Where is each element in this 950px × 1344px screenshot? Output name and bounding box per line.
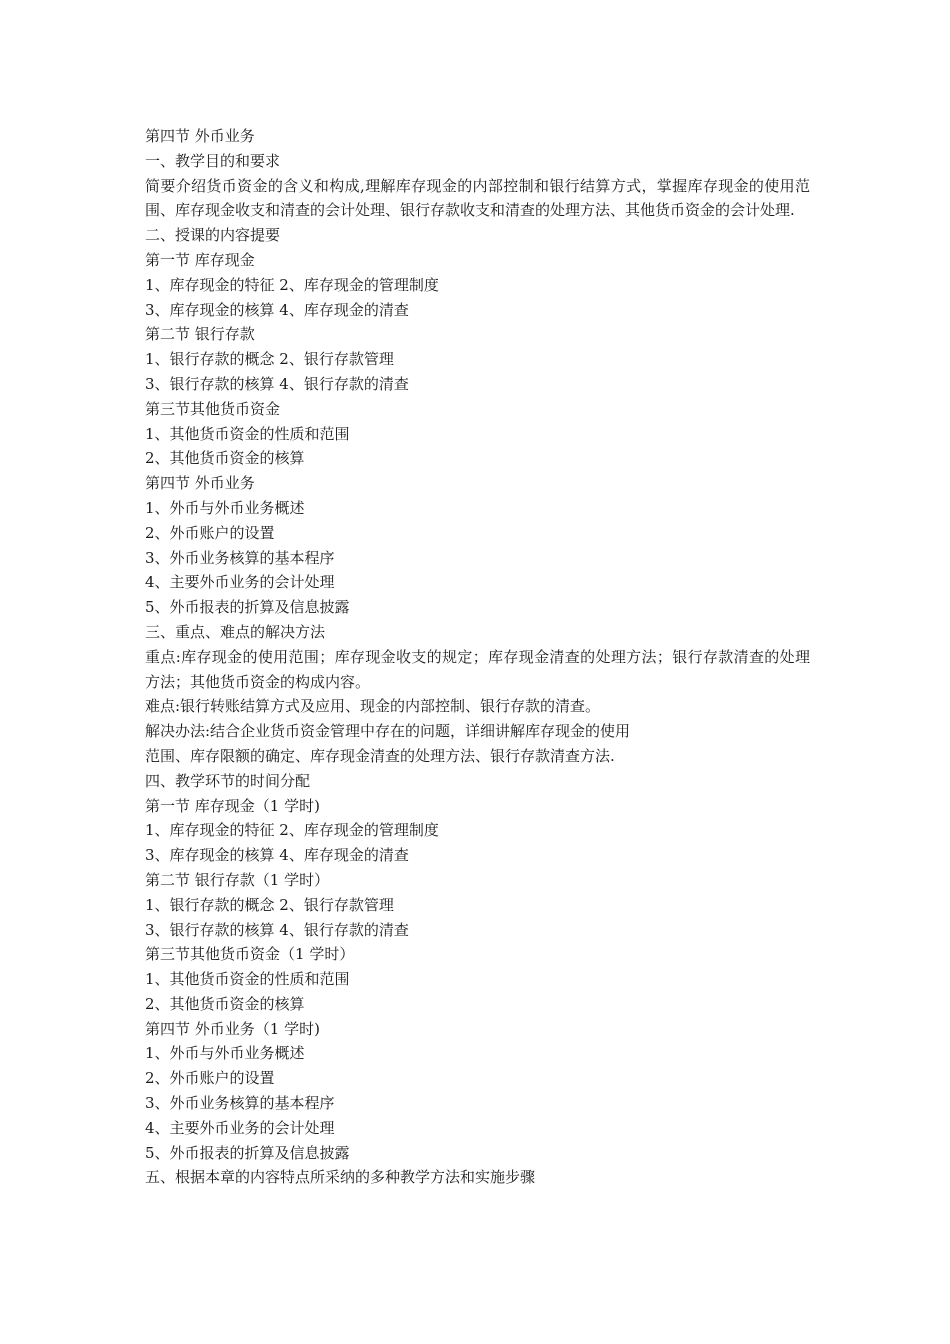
text-line: 2、外币账户的设置 [145, 1069, 275, 1088]
text-line: 1、银行存款的概念 2、银行存款管理 [145, 350, 394, 369]
text-line: 四、教学环节的时间分配 [145, 771, 311, 790]
text-line: 第二节 银行存款 [145, 325, 255, 344]
text-line: 3、银行存款的核算 4、银行存款的清查 [145, 374, 409, 393]
text-line: 三、重点、难点的解决方法 [145, 622, 326, 641]
text-line: 1、外币与外币业务概述 [145, 1044, 305, 1063]
text-line: 3、银行存款的核算 4、银行存款的清查 [145, 920, 409, 939]
text-line: 第三节其他货币资金（1 学时） [145, 945, 355, 964]
text-line: 3、库存现金的核算 4、库存现金的清查 [145, 300, 409, 319]
text-line: 3、库存现金的核算 4、库存现金的清查 [145, 846, 409, 865]
text-line: 五、根据本章的内容特点所采纳的多种教学方法和实施步骤 [145, 1168, 536, 1187]
text-line: 3、外币业务核算的基本程序 [145, 1094, 335, 1113]
text-line: 2、外币账户的设置 [145, 523, 275, 542]
text-line: 难点:银行转账结算方式及应用、现金的内部控制、银行存款的清查。 [145, 697, 601, 716]
text-line: 1、银行存款的概念 2、银行存款管理 [145, 895, 394, 914]
text-line: 1、其他货币资金的性质和范围 [145, 970, 350, 989]
text-line: 1、库存现金的特征 2、库存现金的管理制度 [145, 821, 439, 840]
text-line: 3、外币业务核算的基本程序 [145, 548, 335, 567]
text-line: 4、主要外币业务的会计处理 [145, 1118, 335, 1137]
document-body [145, 124, 810, 1190]
text-line: 第二节 银行存款（1 学时） [145, 870, 330, 889]
text-line: 第四节 外币业务（1 学时) [145, 1019, 320, 1038]
text-line: 5、外币报表的折算及信息披露 [145, 598, 350, 617]
text-line: 二、授课的内容提要 [145, 226, 281, 245]
text-line: 2、其他货币资金的核算 [145, 449, 305, 468]
text-line: 1、库存现金的特征 2、库存现金的管理制度 [145, 275, 439, 294]
text-line: 第一节 库存现金 [145, 250, 255, 269]
text-line: 第一节 库存现金（1 学时) [145, 796, 320, 815]
text-line: 范围、库存限额的确定、库存现金清查的处理方法、银行存款清查方法. [145, 746, 615, 765]
text-line: 2、其他货币资金的核算 [145, 994, 305, 1013]
text-line: 第四节 外币业务 [145, 474, 255, 493]
text-line: 第四节 外币业务 [145, 127, 255, 145]
text-line: 4、主要外币业务的会计处理 [145, 573, 335, 592]
text-line: 一、教学目的和要求 [145, 151, 281, 170]
paragraph: 简要介绍货币资金的含义和构成,理解库存现金的内部控制和银行结算方式，掌握库存现金的使用范围、库存现金收支和清查的会计处理、银行存款收支和清查的处理方法、其他货币资金的会计处理. [145, 176, 810, 220]
text-line: 1、外币与外币业务概述 [145, 498, 305, 517]
text-line: 1、其他货币资金的性质和范围 [145, 424, 350, 443]
text-line: 第三节其他货币资金 [145, 399, 281, 418]
text-line: 5、外币报表的折算及信息披露 [145, 1143, 350, 1162]
text-line: 解决办法:结合企业货币资金管理中存在的问题，详细讲解库存现金的使用 [145, 722, 631, 741]
paragraph: 重点:库存现金的使用范围；库存现金收支的规定；库存现金清查的处理方法；银行存款清查的处理方法；其他货币资金的构成内容。 [145, 647, 810, 691]
